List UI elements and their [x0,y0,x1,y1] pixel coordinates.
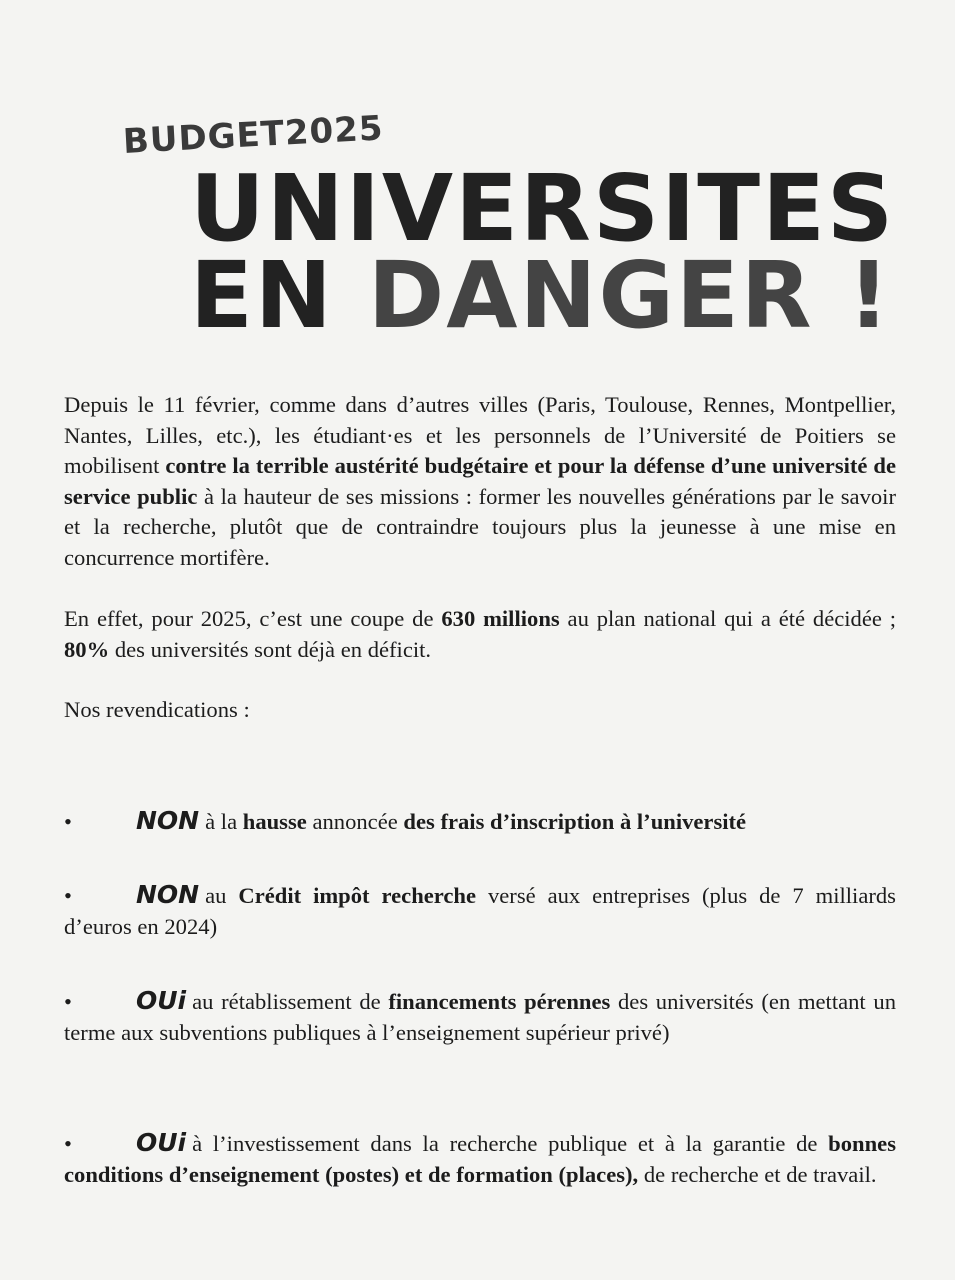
p1-text-c: à la hauteur de ses missions : former les nouvelles générations par le savoir et la recherche, plutôt que de contraindre toujours plus la jeunesse à une mise en concurrence mortifère. [64,483,896,570]
bullet: • [64,883,72,908]
headline-word-danger: DANGER ! [367,242,892,350]
demand-bold: Crédit impôt recherche [238,883,477,908]
p2-text-e: des universités sont déjà en déficit. [109,636,432,662]
demand-text: annoncée [306,809,404,834]
demand-text: au rétablissement de [192,989,389,1014]
demand-bold: hausse [242,809,307,834]
headline-line1: UNIVERSITES [190,155,896,262]
p2-bold-percent: 80% [64,636,110,662]
demand-word: NON [136,806,200,835]
demand-bold: bonnes conditions d’enseignement (postes) et de formation (places), [64,1131,896,1187]
demand-word: OUi [136,986,187,1015]
demand-item-1 [64,806,896,838]
demand-text: versé aux entreprises (plus de 7 milliards d’euros en 2024) [64,883,896,939]
demand-text: de recherche et de travail. [638,1161,877,1187]
headline [190,155,896,350]
demand-text: à l’investissement dans la recherche publique et à la garantie de [192,1131,829,1156]
demand-bold: financements pérennes [388,989,611,1014]
demand-word: OUi [136,1128,187,1157]
demand-bold: des frais d’inscription à l’université [403,809,747,834]
intro-text [64,390,896,726]
bullet: • [64,809,72,834]
bullet: • [64,989,72,1014]
demand-word: NON [136,880,200,909]
demand-text: au [205,883,239,908]
p2-bold-millions: 630 millions [441,606,560,631]
bullet: • [64,1131,72,1156]
demand-item-3 [64,986,896,1048]
kicker-budget2025: BUDGET2025 [122,108,385,162]
demand-item-4 [64,1128,896,1190]
headline-line2 [190,242,892,350]
p1-bold: contre la terrible austérité budgétaire et pour la défense d’une université de service public [64,453,897,509]
p2-text-c: au plan national qui a été décidée ; [559,606,897,631]
intro-paragraph-1 [64,390,896,604]
demand-text: des universités (en mettant un terme aux subventions publiques à l’enseignement supérieur privé) [64,989,896,1045]
intro-paragraph-3: Nos revendications : [64,697,250,722]
p2-text-a: En effet, pour 2025, c’est une coupe de [64,606,442,631]
demand-text: à la [205,809,243,834]
demand-item-2 [64,880,896,942]
intro-paragraph-2 [64,604,896,665]
headline-word-en: EN [190,242,334,350]
p1-text-a: Depuis le 11 février, comme dans d’autres villes (Paris, Toulouse, Rennes, Montpellier, Nantes, Lilles, etc.), les étudiant·es et les personnels de l’Université de Poitiers se mobilisent [64,392,896,478]
